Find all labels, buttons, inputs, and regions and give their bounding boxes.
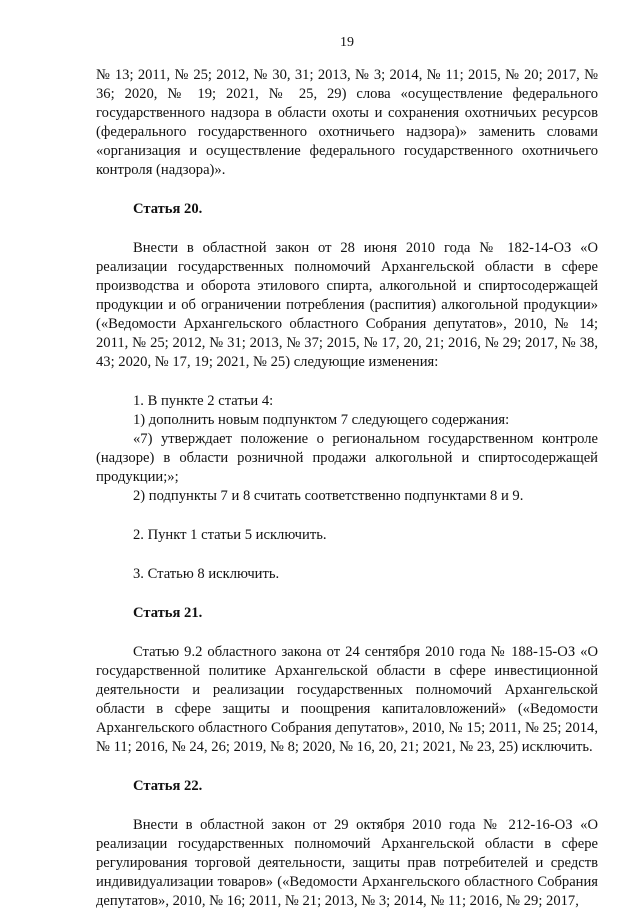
article-21-text: Статью 9.2 областного закона от 24 сентября 2010 года № 188-15-ОЗ «О государственной политике Архангельской области в сфере инвестиционной деятельности и реализации государственных полномочий Архангельской области в сфере защиты и поощрения капиталовложений» («Ведомости Архангельского областного Собрания депутатов», 2010, № 15; 2011, № 25; 2014, № 11; 2016, № 24, 26; 2019, № 8; 2020, № 16, 20, 21; 2021, № 23, 25) исключить. [96, 644, 598, 755]
article-20-intro: Внести в областной закон от 28 июня 2010 года № 182-14-ОЗ «О реализации государственных полномочий Архангельской области в сфере производства и оборота этилового спирта, алкогольной и спиртосодержащей продукции и об ограничении потребления (распития) алкогольной продукции» («Ведомости Архангельского областного Собрания депутатов», 2010, № 14; 2011, № 25; 2012, № 31; 2013, № 37; 2015, № 17, 20, 21; 2016, № 29; 2017, № 38, 43; 2020, № 17, 19; 2021, № 25) следующие изменения: [96, 240, 598, 370]
document-page [96, 34, 598, 911]
article-22-heading: Статья 22. [133, 778, 203, 794]
article-20-heading: Статья 20. [133, 201, 203, 217]
paragraph-continuation: № 13; 2011, № 25; 2012, № 30, 31; 2013, № 3; 2014, № 11; 2015, № 20; 2017, № 36; 2020, № 19; 2021, № 25, 29) слова «осуществление федерального государственного надзора в области охоты и сохранения охотничьих ресурсов (федерального государственного охотничьего надзора)» заменить словами «организация и осуществление федерального государственного охотничьего контроля (надзора)». [96, 67, 598, 178]
article-20-item-2: 2. Пункт 1 статьи 5 исключить. [133, 527, 327, 543]
article-20-item-1-sub-1: 1) дополнить новым подпунктом 7 следующего содержания: [133, 412, 510, 428]
page-number: 19 [340, 35, 354, 50]
article-20-item-1-sub-2: 2) подпункты 7 и 8 считать соответственно подпунктами 8 и 9. [133, 488, 524, 504]
article-20-item-1-quote: «7) утверждает положение о региональном государственном контроле (надзоре) в области розничной продажи алкогольной и спиртосодержащей продукции;»; [96, 431, 598, 485]
article-21-heading: Статья 21. [133, 605, 203, 621]
article-20-item-3: 3. Статью 8 исключить. [133, 566, 280, 582]
article-22-text: Внести в областной закон от 29 октября 2010 года № 212-16-ОЗ «О реализации государственных полномочий Архангельской области в сфере регулирования торговой деятельности, защиты прав потребителей и средств индивидуализации товаров» («Ведомости Архангельского областного Собрания депутатов», 2010, № 16; 2011, № 21; 2013, № 3; 2014, № 11; 2016, № 29; 2017, [96, 817, 598, 909]
article-20-item-1: 1. В пункте 2 статьи 4: [133, 393, 274, 409]
